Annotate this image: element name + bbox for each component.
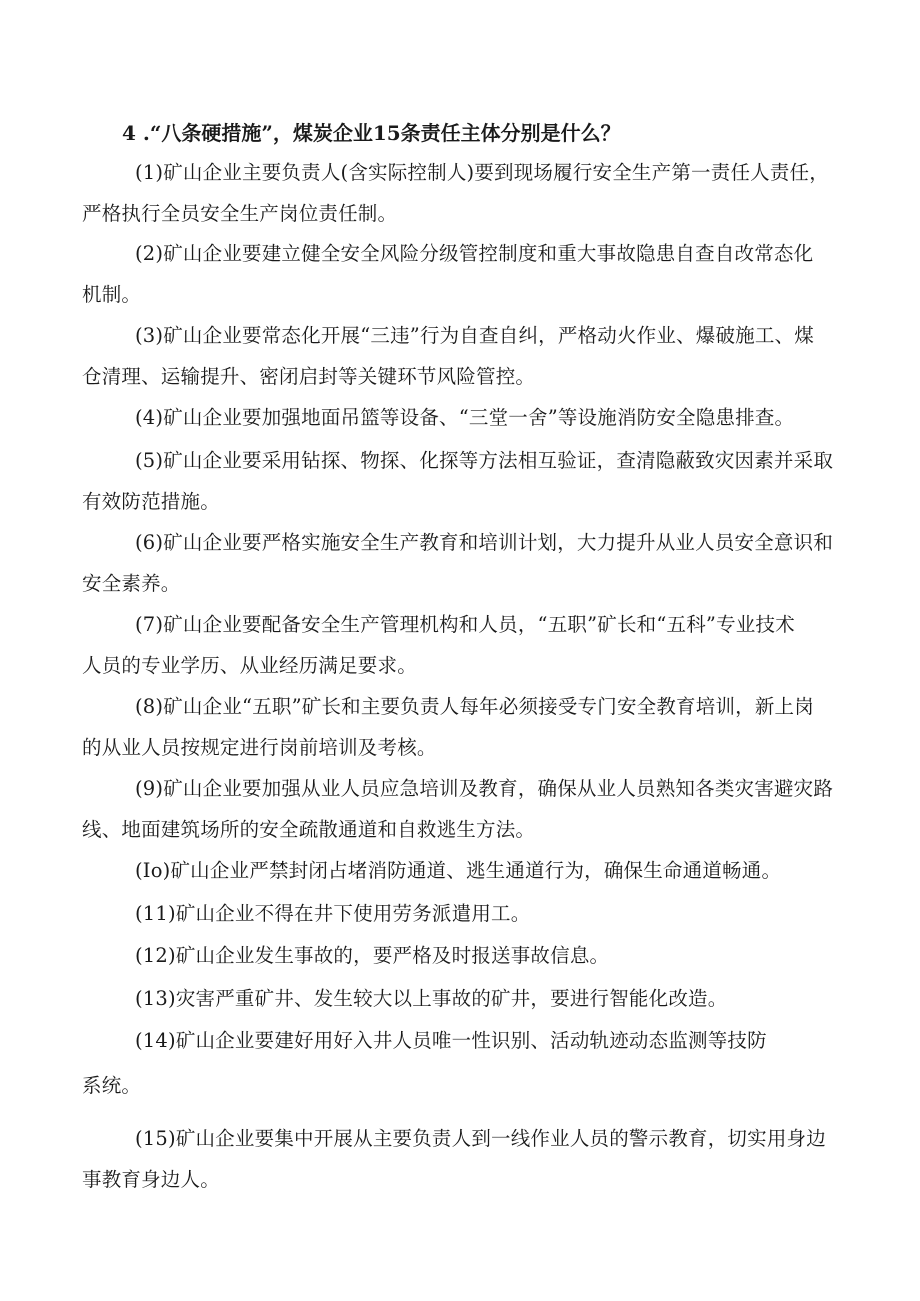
- question-heading: 4 .“八条硬措施”，煤炭企业15条责任主体分别是什么？: [122, 121, 621, 145]
- item-line: 线、地面建筑场所的安全疏散通道和自救逃生方法。: [82, 818, 536, 841]
- item-line: (5)矿山企业要采用钻探、物探、化探等方法相互验证，查清隐蔽致灾因素并采取: [135, 449, 834, 472]
- measure-item-12: [82, 935, 848, 976]
- item-line: (11)矿山企业不得在井下使用劳务派遣用工。: [135, 902, 531, 925]
- item-line: 的从业人员按规定进行岗前培训及考核。: [82, 736, 437, 759]
- measure-item-1: [82, 152, 848, 234]
- measure-item-14-continued: [82, 1065, 848, 1106]
- item-line: (2)矿山企业要建立健全安全风险分级管控制度和重大事故隐患自查自改常态化: [135, 242, 814, 265]
- item-line: (15)矿山企业要集中开展从主要负责人到一线作业人员的警示教育，切实用身边: [135, 1127, 826, 1150]
- item-line: 事教育身边人。: [82, 1168, 220, 1191]
- measure-item-5: [82, 440, 848, 522]
- item-line: 人员的专业学历、从业经历满足要求。: [82, 654, 417, 677]
- item-line: 安全素养。: [82, 572, 181, 595]
- item-line: (Io)矿山企业严禁封闭占堵消防通道、逃生通道行为，确保生命通道畅通。: [135, 859, 782, 882]
- item-line: (9)矿山企业要加强从业人员应急培训及教育，确保从业人员熟知各类灾害避灾路: [135, 777, 834, 800]
- item-line: (4)矿山企业要加强地面吊篮等设备、“三堂一舍”等设施消防安全隐患排查。: [135, 406, 795, 429]
- item-line: 有效防范措施。: [82, 490, 220, 513]
- measure-item-3: [82, 315, 848, 397]
- item-line: (12)矿山企业发生事故的，要严格及时报送事故信息。: [135, 944, 610, 967]
- measure-item-13: [82, 978, 848, 1019]
- item-line: (14)矿山企业要建好用好入井人员唯一性识别、活动轨迹动态监测等技防: [135, 1029, 767, 1052]
- item-line: (3)矿山企业要常态化开展“三违”行为自查自纠，严格动火作业、爆破施工、煤: [135, 324, 814, 347]
- item-line: 系统。: [82, 1074, 142, 1097]
- measure-item-6: [82, 522, 848, 604]
- measure-item-11: [82, 893, 848, 934]
- measure-item-7: [82, 604, 848, 686]
- item-line: (6)矿山企业要严格实施安全生产教育和培训计划，大力提升从业人员安全意识和: [135, 531, 834, 554]
- measure-item-2: [82, 233, 848, 315]
- item-line: 仓清理、运输提升、密闭启封等关键环节风险管控。: [82, 365, 536, 388]
- item-line: (13)灾害严重矿井、发生较大以上事故的矿井，要进行智能化改造。: [135, 987, 728, 1010]
- item-line: 机制。: [82, 283, 142, 306]
- item-line: 严格执行全员安全生产岗位责任制。: [82, 202, 398, 225]
- measure-item-8: [82, 686, 848, 768]
- measure-item-9: [82, 768, 848, 850]
- measure-item-14: [82, 1020, 848, 1061]
- item-line: (8)矿山企业“五职”矿长和主要负责人每年必须接受专门安全教育培训，新上岗: [135, 695, 814, 718]
- item-line: (7)矿山企业要配备安全生产管理机构和人员，“五职”矿长和“五科”专业技术: [135, 613, 795, 636]
- measure-item-4: [82, 397, 848, 438]
- measure-item-15: [82, 1118, 848, 1200]
- measure-item-10: [82, 850, 848, 891]
- item-line: (1)矿山企业主要负责人(含实际控制人)要到现场履行安全生产第一责任人责任，: [135, 161, 829, 184]
